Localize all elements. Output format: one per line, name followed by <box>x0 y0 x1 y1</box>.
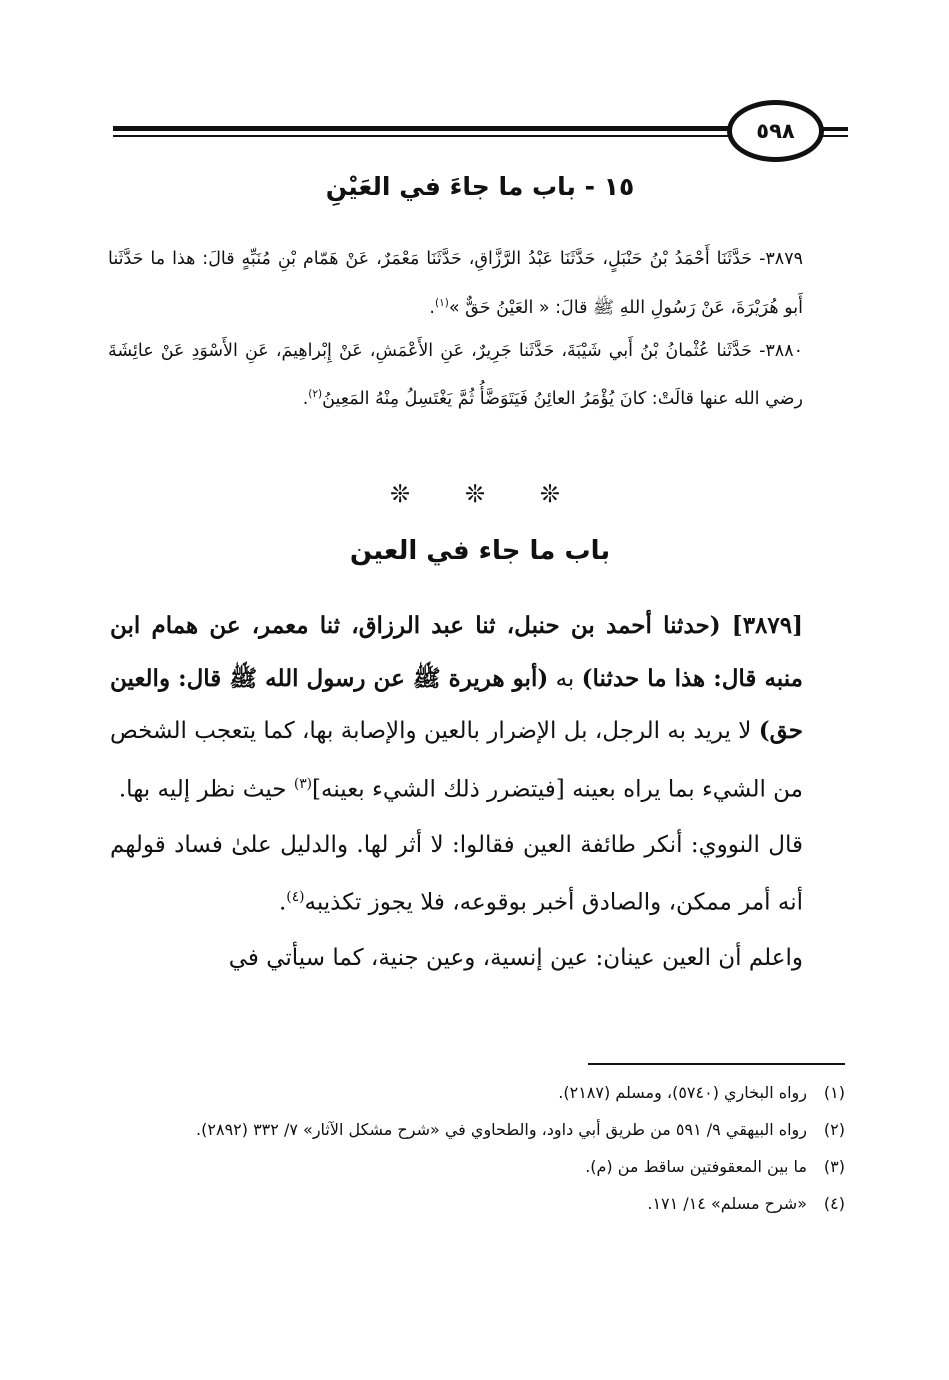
footnote-ref-1: (١) <box>434 296 449 309</box>
footnote-text: «شرح مسلم» ١٤/ ١٧١. <box>647 1194 807 1213</box>
hadith-3879 <box>108 238 843 330</box>
footnote-rule <box>588 1063 845 1065</box>
footnote-item <box>110 1187 845 1221</box>
commentary-plain: لا يريد به الرجل، بل الإضرار بالعين والإصابة بها، كما يتعجب الشخص من الشيء بما يراه بعينه [فيتضرر ذلك الشيء بعينه] <box>110 718 803 803</box>
footnote-item <box>110 1150 845 1184</box>
footnote-ref-2: (٢) <box>308 388 323 401</box>
footnote-item <box>110 1113 845 1147</box>
header-rule <box>113 126 733 131</box>
hadith-3880-text: ٣٨٨٠- حَدَّثَنا عُثْمانُ بْنُ أَبي شَيْبَةَ، حَدَّثَنا جَرِيرٌ، عَنِ الأَعْمَشِ، عَنْ إِبْراهِيمَ، عَنِ الأَسْوَدِ عَنْ عائِشَةَ رضي الله عنها قالَتْ: كانَ يُؤْمَرُ العائِنُ فَيَتَوَضَّأُ ثُمَّ يَغْتَسِلُ مِنْهُ المَعِينُ <box>108 340 803 410</box>
footnote-number: (١) <box>823 1083 845 1102</box>
commentary-paragraph-2 <box>110 819 843 930</box>
header-rule-thin <box>113 135 733 137</box>
star-icon: ❊ <box>539 480 560 508</box>
footnote-text: ما بين المعقوفتين ساقط من (م). <box>585 1157 807 1176</box>
hadith-3880 <box>108 330 843 422</box>
footnotes <box>110 1076 845 1224</box>
commentary-paragraph-1 <box>110 600 843 816</box>
hadith-text-block <box>108 238 843 422</box>
commentary-plain: واعلم أن العين عينان: عين إنسية، وعين جنية، كما سيأتي في <box>228 945 803 972</box>
hadith-3880-end: . <box>302 389 309 410</box>
header-rule-right-thin <box>820 135 848 137</box>
page-number: ٥٩٨ <box>727 100 824 162</box>
commentary-text <box>110 600 843 988</box>
commentary-title: باب ما جاء في العين <box>349 536 611 566</box>
commentary-paragraph-3 <box>110 932 843 985</box>
footnote-number: (٣) <box>823 1157 845 1176</box>
footnote-number: (٤) <box>823 1194 845 1213</box>
section-separator <box>390 480 560 508</box>
chapter-title: ١٥ - باب ما جاءَ في العَيْنِ <box>325 172 635 201</box>
commentary-plain: . <box>278 889 287 916</box>
footnote-ref-3: (٣) <box>293 775 313 792</box>
footnote-number: (٢) <box>823 1120 845 1139</box>
star-icon: ❊ <box>390 480 411 508</box>
hadith-3879-text: ٣٨٧٩- حَدَّثَنَا أَحْمَدُ بْنُ حَنْبَلٍ، حَدَّثَنَا عَبْدُ الرَّزَّاقِ، حَدَّثَنَا مَعْمَرٌ، عَنْ هَمّام بْنِ مُنَبِّهٍ قالَ: هذا ما حَدَّثَنا أَبو هُرَيْرَةَ، عَنْ رَسُولِ اللهِ ﷺ قالَ: « العَيْنُ حَقٌّ » <box>108 249 803 318</box>
footnote-item <box>110 1076 845 1110</box>
commentary-plain: حيث نظر إليه بها. <box>118 776 294 803</box>
footnote-text: رواه البيهقي ٩/ ٥٩١ من طريق أبي داود، والطحاوي في «شرح مشكل الآثار» ٧/ ٣٣٢ (٢٨٩٢). <box>196 1120 807 1139</box>
quoted-isnad: [٣٨٧٩] (حدثنا أحمد بن حنبل، ثنا عبد الرزاق، ثنا معمر، عن همام ابن منبه قال: هذا ما حدثنا) <box>110 612 803 692</box>
quoted-matn: (أبو هريرة ﷺ عن رسول الله ﷺ قال: والعين حق) <box>110 664 803 744</box>
header-rule-right <box>820 127 848 131</box>
commentary-plain: به <box>548 665 582 692</box>
commentary-plain: قال النووي: أنكر طائفة العين فقالوا: لا أثر لها. والدليل علىٰ فساد قولهم أنه أمر ممكن، والصادق أخبر بوقوعه، فلا يجوز تكذيبه <box>110 831 803 916</box>
footnote-ref-4: (٤) <box>286 889 305 906</box>
hadith-3879-end: . <box>429 297 435 318</box>
footnote-text: رواه البخاري (٥٧٤٠)، ومسلم (٢١٨٧). <box>558 1083 807 1102</box>
star-icon: ❊ <box>464 480 486 508</box>
